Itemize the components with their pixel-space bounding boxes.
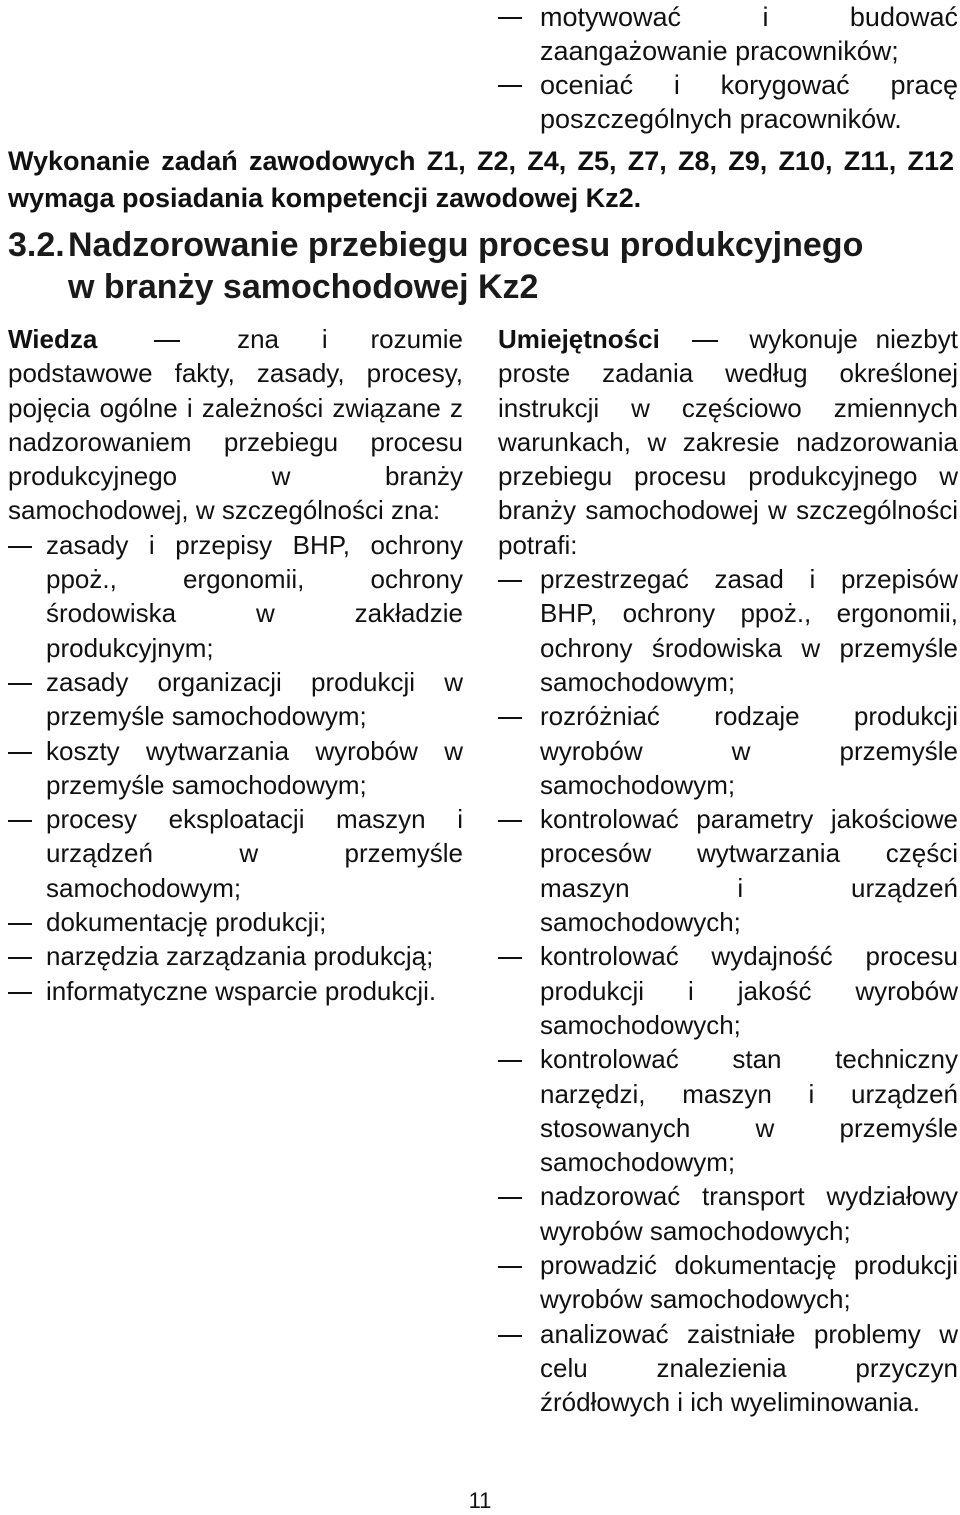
list-item: koszty wytwarzania wyrobów w przemyśle samochodowym; — [8, 734, 463, 803]
dash-bullet-icon — [8, 683, 32, 685]
page-number: 11 — [468, 1488, 492, 1513]
dash-bullet-icon — [498, 820, 522, 822]
skills-intro — [498, 322, 958, 562]
list-item: narzędzia zarządzania produkcją; — [8, 939, 463, 973]
dash-bullet-icon — [8, 820, 32, 822]
competence-intro: Wykonanie zadań zawodowych Z1, Z2, Z4, Z5, Z7, Z8, Z9, Z10, Z11, Z12 wymaga posiadania kompetencji zawodowej Kz2. — [8, 146, 954, 213]
dash-bullet-icon — [8, 957, 32, 959]
dash-icon — [154, 340, 180, 342]
list-item: nadzorować transport wydziałowy wyrobów samochodowych; — [498, 1179, 958, 1248]
dash-bullet-icon — [498, 1266, 522, 1268]
dash-bullet-icon — [498, 717, 522, 719]
knowledge-column — [8, 322, 463, 1008]
list-item: procesy eksploatacji maszyn i urządzeń w przemyśle samochodowym; — [8, 802, 463, 905]
list-item: zasady organizacji produkcji w przemyśle samochodowym; — [8, 665, 463, 734]
dash-icon — [692, 340, 718, 342]
knowledge-intro-text: zna i rozumie podstawowe fakty, zasady, procesy, pojęcia ogólne i zależności związane z nadzorowaniem przebiegu procesu produkcyjnego w branży samochodowej, w szczególności zna: — [8, 324, 463, 526]
list-item: motywować i budować zaangażowanie pracowników; — [498, 0, 958, 68]
knowledge-intro — [8, 322, 463, 528]
list-item: zasady i przepisy BHP, ochrony ppoż., ergonomii, ochrony środowiska w zakładzie produkcyjnym; — [8, 528, 463, 665]
knowledge-lead: Wiedza — [8, 324, 98, 354]
section-heading — [8, 224, 954, 308]
dash-bullet-icon — [8, 752, 32, 754]
top-continuation-list — [498, 0, 958, 136]
dash-bullet-icon — [498, 17, 522, 19]
dash-bullet-icon — [498, 1060, 522, 1062]
list-item: analizować zaistniałe problemy w celu znalezienia przyczyn źródłowych i ich wyeliminowania. — [498, 1317, 958, 1420]
skills-list — [498, 562, 958, 1419]
list-item: informatyczne wsparcie produkcji. — [8, 974, 463, 1008]
list-item: rozróżniać rodzaje produkcji wyrobów w przemyśle samochodowym; — [498, 699, 958, 802]
list-item: oceniać i korygować pracę poszczególnych pracowników. — [498, 68, 958, 136]
knowledge-list — [8, 528, 463, 1008]
list-item: kontrolować stan techniczny narzędzi, maszyn i urządzeń stosowanych w przemyśle samochodowym; — [498, 1042, 958, 1179]
list-item: prowadzić dokumentację produkcji wyrobów samochodowych; — [498, 1248, 958, 1317]
dash-bullet-icon — [498, 85, 522, 87]
section-title-line2: w branży samochodowej Kz2 — [68, 268, 539, 306]
section-number: 3.2. — [8, 226, 65, 264]
dash-bullet-icon — [8, 546, 32, 548]
dash-bullet-icon — [498, 580, 522, 582]
list-item: kontrolować parametry jakościowe procesów wytwarzania części maszyn i urządzeń samochodowych; — [498, 802, 958, 939]
dash-bullet-icon — [498, 957, 522, 959]
skills-intro-text: wykonuje niezbyt proste zadania według określonej instrukcji w częściowo zmiennych warunkach, w zakresie nadzorowania przebiegu procesu produkcyjnego w branży samochodowej w szczególności potrafi: — [498, 324, 958, 560]
dash-bullet-icon — [8, 992, 32, 994]
list-item: kontrolować wydajność procesu produkcji i jakość wyrobów samochodowych; — [498, 939, 958, 1042]
list-item: przestrzegać zasad i przepisów BHP, ochrony ppoż., ergonomii, ochrony środowiska w przemyśle samochodowym; — [498, 562, 958, 699]
dash-bullet-icon — [498, 1197, 522, 1199]
skills-column — [498, 322, 958, 1420]
skills-lead: Umiejętności — [498, 324, 660, 354]
dash-bullet-icon — [8, 923, 32, 925]
list-item: dokumentację produkcji; — [8, 905, 463, 939]
dash-bullet-icon — [498, 1335, 522, 1337]
section-title-line1: Nadzorowanie przebiegu procesu produkcyjnego — [68, 226, 864, 264]
